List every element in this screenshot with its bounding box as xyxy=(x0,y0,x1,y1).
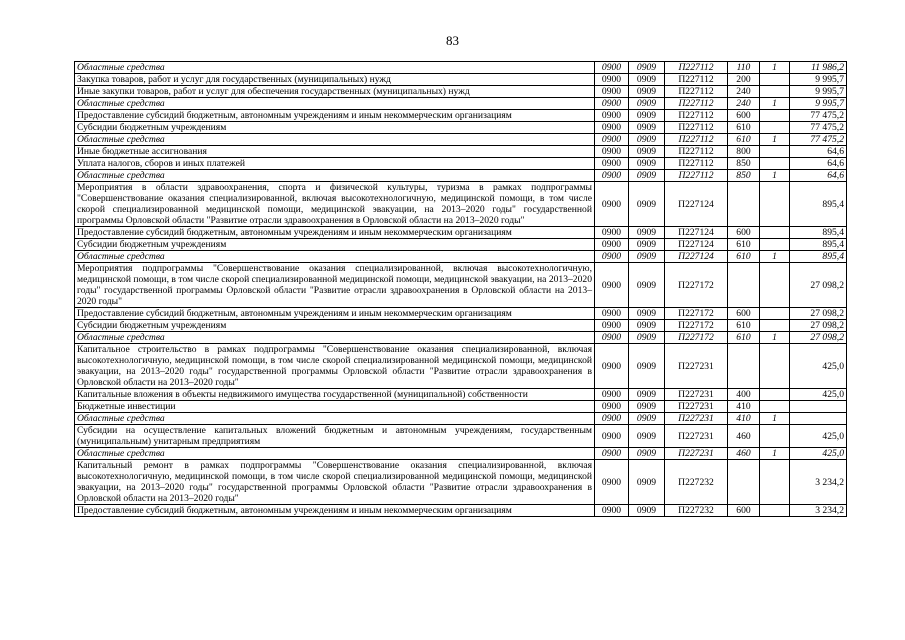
row-gr-code: 0900 xyxy=(595,263,629,308)
table-row xyxy=(75,263,847,308)
row-funding-source xyxy=(760,308,790,320)
row-gr-code: 0900 xyxy=(595,239,629,251)
table-row xyxy=(75,448,847,460)
row-expense-type: 800 xyxy=(728,146,760,158)
row-gr-code: 0900 xyxy=(595,158,629,170)
row-name: Областные средства xyxy=(75,62,595,74)
row-expense-type: 600 xyxy=(728,308,760,320)
table-row xyxy=(75,98,847,110)
row-expense-type: 850 xyxy=(728,158,760,170)
row-section-code: 0909 xyxy=(629,263,665,308)
row-funding-source: 1 xyxy=(760,413,790,425)
row-amount: 77 475,2 xyxy=(790,110,847,122)
row-amount: 27 098,2 xyxy=(790,263,847,308)
row-section-code: 0909 xyxy=(629,158,665,170)
row-funding-source xyxy=(760,344,790,389)
table-row xyxy=(75,389,847,401)
row-gr-code: 0900 xyxy=(595,86,629,98)
row-expense-type: 600 xyxy=(728,227,760,239)
table-row xyxy=(75,62,847,74)
row-amount: 9 995,7 xyxy=(790,86,847,98)
table-row xyxy=(75,413,847,425)
table-row xyxy=(75,146,847,158)
row-name: Иные закупки товаров, работ и услуг для обеспечения государственных (муниципальных) нужд xyxy=(75,86,595,98)
budget-table xyxy=(74,61,847,517)
row-target-article: П227124 xyxy=(665,239,728,251)
table-row xyxy=(75,134,847,146)
row-name: Бюджетные инвестиции xyxy=(75,401,595,413)
row-funding-source xyxy=(760,505,790,517)
row-funding-source xyxy=(760,401,790,413)
table-row xyxy=(75,158,847,170)
row-amount: 3 234,2 xyxy=(790,505,847,517)
row-gr-code: 0900 xyxy=(595,98,629,110)
table-row xyxy=(75,74,847,86)
row-amount xyxy=(790,401,847,413)
row-target-article: П227112 xyxy=(665,134,728,146)
row-section-code: 0909 xyxy=(629,460,665,505)
row-expense-type: 610 xyxy=(728,320,760,332)
row-target-article: П227112 xyxy=(665,158,728,170)
row-amount: 77 475,2 xyxy=(790,122,847,134)
row-section-code: 0909 xyxy=(629,98,665,110)
row-expense-type xyxy=(728,263,760,308)
table-row xyxy=(75,460,847,505)
row-gr-code: 0900 xyxy=(595,401,629,413)
row-target-article: П227112 xyxy=(665,98,728,110)
table-row xyxy=(75,170,847,182)
row-funding-source xyxy=(760,182,790,227)
row-name: Областные средства xyxy=(75,134,595,146)
row-section-code: 0909 xyxy=(629,110,665,122)
row-target-article: П227112 xyxy=(665,86,728,98)
row-expense-type xyxy=(728,460,760,505)
row-funding-source: 1 xyxy=(760,134,790,146)
row-target-article: П227172 xyxy=(665,263,728,308)
row-amount: 77 475,2 xyxy=(790,134,847,146)
row-expense-type: 610 xyxy=(728,134,760,146)
row-name: Предоставление субсидий бюджетным, автономным учреждениям и иным некоммерческим организациям xyxy=(75,308,595,320)
row-gr-code: 0900 xyxy=(595,134,629,146)
row-amount: 425,0 xyxy=(790,344,847,389)
row-funding-source xyxy=(760,263,790,308)
row-name: Областные средства xyxy=(75,98,595,110)
row-amount xyxy=(790,413,847,425)
row-gr-code: 0900 xyxy=(595,122,629,134)
row-target-article: П227112 xyxy=(665,74,728,86)
row-target-article: П227112 xyxy=(665,62,728,74)
row-name: Субсидии бюджетным учреждениям xyxy=(75,239,595,251)
row-amount: 27 098,2 xyxy=(790,320,847,332)
row-section-code: 0909 xyxy=(629,122,665,134)
row-section-code: 0909 xyxy=(629,86,665,98)
row-name: Капитальные вложения в объекты недвижимого имущества государственной (муниципальной) собственности xyxy=(75,389,595,401)
row-funding-source xyxy=(760,227,790,239)
page-number: 83 xyxy=(446,33,459,48)
row-name: Предоставление субсидий бюджетным, автономным учреждениям и иным некоммерческим организациям xyxy=(75,227,595,239)
row-gr-code: 0900 xyxy=(595,505,629,517)
row-target-article: П227232 xyxy=(665,460,728,505)
row-section-code: 0909 xyxy=(629,401,665,413)
row-name: Мероприятия подпрограммы "Совершенствование оказания специализированной, включая высокотехнологичную, медицинской помощи, в том числе скорой специализированной медицинской помощи, медицинской эвакуации, на 2013–2020 годы" государственной программы Орловской области "Развитие отрасли здравоохранения в Орловской области на 2013–2020 годы" xyxy=(75,263,595,308)
row-amount: 11 986,2 xyxy=(790,62,847,74)
row-expense-type: 400 xyxy=(728,389,760,401)
table-row xyxy=(75,505,847,517)
row-funding-source: 1 xyxy=(760,62,790,74)
row-expense-type: 200 xyxy=(728,74,760,86)
table-row xyxy=(75,227,847,239)
row-funding-source xyxy=(760,460,790,505)
row-section-code: 0909 xyxy=(629,308,665,320)
row-funding-source: 1 xyxy=(760,98,790,110)
row-gr-code: 0900 xyxy=(595,227,629,239)
row-target-article: П227112 xyxy=(665,110,728,122)
row-amount: 64,6 xyxy=(790,170,847,182)
row-gr-code: 0900 xyxy=(595,62,629,74)
row-section-code: 0909 xyxy=(629,134,665,146)
row-section-code: 0909 xyxy=(629,74,665,86)
row-section-code: 0909 xyxy=(629,332,665,344)
table-row xyxy=(75,251,847,263)
row-amount: 895,4 xyxy=(790,227,847,239)
row-name: Закупка товаров, работ и услуг для государственных (муниципальных) нужд xyxy=(75,74,595,86)
row-name: Субсидии бюджетным учреждениям xyxy=(75,122,595,134)
budget-table-body xyxy=(75,62,847,517)
row-amount: 895,4 xyxy=(790,182,847,227)
row-gr-code: 0900 xyxy=(595,308,629,320)
row-section-code: 0909 xyxy=(629,146,665,158)
row-name: Субсидии на осуществление капитальных вложений бюджетным и автономным учреждениям, государственным (муниципальным) унитарным предприятиям xyxy=(75,425,595,448)
row-expense-type: 610 xyxy=(728,251,760,263)
row-target-article: П227232 xyxy=(665,505,728,517)
row-funding-source xyxy=(760,320,790,332)
row-target-article: П227231 xyxy=(665,344,728,389)
table-row xyxy=(75,122,847,134)
row-expense-type: 410 xyxy=(728,413,760,425)
row-target-article: П227172 xyxy=(665,332,728,344)
row-name: Капитальный ремонт в рамках подпрограммы "Совершенствование оказания специализированной, включая высокотехнологичную, медицинской помощи, в том числе скорой специализированной медицинской помощи, медицинской эвакуации, на 2013–2020 годы" государственной программы Орловской области "Развитие отрасли здравоохранения в Орловской области на 2013–2020 годы" xyxy=(75,460,595,505)
row-amount: 895,4 xyxy=(790,239,847,251)
row-expense-type: 600 xyxy=(728,110,760,122)
row-target-article: П227172 xyxy=(665,308,728,320)
row-funding-source xyxy=(760,110,790,122)
row-gr-code: 0900 xyxy=(595,425,629,448)
row-gr-code: 0900 xyxy=(595,182,629,227)
row-expense-type: 850 xyxy=(728,170,760,182)
table-row xyxy=(75,86,847,98)
row-expense-type: 610 xyxy=(728,332,760,344)
row-target-article: П227124 xyxy=(665,182,728,227)
row-name: Предоставление субсидий бюджетным, автономным учреждениям и иным некоммерческим организациям xyxy=(75,110,595,122)
row-name: Областные средства xyxy=(75,170,595,182)
row-gr-code: 0900 xyxy=(595,74,629,86)
table-row xyxy=(75,320,847,332)
row-expense-type: 610 xyxy=(728,122,760,134)
row-expense-type: 110 xyxy=(728,62,760,74)
row-expense-type: 460 xyxy=(728,448,760,460)
row-expense-type: 610 xyxy=(728,239,760,251)
row-gr-code: 0900 xyxy=(595,320,629,332)
row-section-code: 0909 xyxy=(629,320,665,332)
row-funding-source xyxy=(760,122,790,134)
row-section-code: 0909 xyxy=(629,505,665,517)
row-expense-type: 600 xyxy=(728,505,760,517)
row-gr-code: 0900 xyxy=(595,413,629,425)
row-funding-source xyxy=(760,425,790,448)
row-amount: 64,6 xyxy=(790,146,847,158)
row-expense-type: 410 xyxy=(728,401,760,413)
row-amount: 425,0 xyxy=(790,425,847,448)
row-name: Областные средства xyxy=(75,332,595,344)
row-expense-type xyxy=(728,182,760,227)
row-section-code: 0909 xyxy=(629,170,665,182)
row-amount: 895,4 xyxy=(790,251,847,263)
row-target-article: П227112 xyxy=(665,122,728,134)
row-gr-code: 0900 xyxy=(595,460,629,505)
row-target-article: П227231 xyxy=(665,413,728,425)
row-target-article: П227124 xyxy=(665,227,728,239)
table-row xyxy=(75,425,847,448)
row-gr-code: 0900 xyxy=(595,389,629,401)
row-section-code: 0909 xyxy=(629,448,665,460)
row-expense-type: 240 xyxy=(728,86,760,98)
row-target-article: П227124 xyxy=(665,251,728,263)
row-section-code: 0909 xyxy=(629,413,665,425)
row-section-code: 0909 xyxy=(629,182,665,227)
row-target-article: П227172 xyxy=(665,320,728,332)
row-gr-code: 0900 xyxy=(595,170,629,182)
table-row xyxy=(75,401,847,413)
table-row xyxy=(75,308,847,320)
row-name: Капитальное строительство в рамках подпрограммы "Совершенствование оказания специализированной, включая высокотехнологичную, медицинской помощи, в том числе скорой специализированной медицинской помощи, медицинской эвакуации, на 2013–2020 годы" государственной программы Орловской области "Развитие отрасли здравоохранения в Орловской области на 2013–2020 годы" xyxy=(75,344,595,389)
row-amount: 3 234,2 xyxy=(790,460,847,505)
row-section-code: 0909 xyxy=(629,239,665,251)
row-amount: 425,0 xyxy=(790,389,847,401)
row-funding-source: 1 xyxy=(760,251,790,263)
row-funding-source xyxy=(760,389,790,401)
row-name: Субсидии бюджетным учреждениям xyxy=(75,320,595,332)
row-section-code: 0909 xyxy=(629,227,665,239)
row-gr-code: 0900 xyxy=(595,146,629,158)
row-name: Иные бюджетные ассигнования xyxy=(75,146,595,158)
row-amount: 425,0 xyxy=(790,448,847,460)
row-name: Областные средства xyxy=(75,448,595,460)
row-funding-source xyxy=(760,158,790,170)
row-section-code: 0909 xyxy=(629,389,665,401)
row-amount: 64,6 xyxy=(790,158,847,170)
table-row xyxy=(75,182,847,227)
table-row xyxy=(75,239,847,251)
row-target-article: П227112 xyxy=(665,170,728,182)
row-name: Мероприятия в области здравоохранения, спорта и физической культуры, туризма в рамках подпрограммы "Совершенствование оказания специализированной, включая высокотехнологичную, медицинской помощи, в том числе скорой специализированной медицинской помощи, медицинской эвакуации, на 2013–2020 годы" государственной программы Орловской области "Развитие отрасли здравоохранения в Орловской области на 2013–2020 годы" xyxy=(75,182,595,227)
row-target-article: П227231 xyxy=(665,401,728,413)
row-target-article: П227231 xyxy=(665,389,728,401)
row-funding-source: 1 xyxy=(760,332,790,344)
row-gr-code: 0900 xyxy=(595,110,629,122)
row-expense-type: 240 xyxy=(728,98,760,110)
row-name: Областные средства xyxy=(75,251,595,263)
row-target-article: П227231 xyxy=(665,425,728,448)
row-amount: 9 995,7 xyxy=(790,74,847,86)
row-funding-source: 1 xyxy=(760,448,790,460)
row-funding-source xyxy=(760,146,790,158)
row-expense-type xyxy=(728,344,760,389)
row-gr-code: 0900 xyxy=(595,344,629,389)
row-gr-code: 0900 xyxy=(595,251,629,263)
row-amount: 27 098,2 xyxy=(790,308,847,320)
table-row xyxy=(75,110,847,122)
row-amount: 9 995,7 xyxy=(790,98,847,110)
row-section-code: 0909 xyxy=(629,251,665,263)
row-name: Предоставление субсидий бюджетным, автономным учреждениям и иным некоммерческим организациям xyxy=(75,505,595,517)
table-row xyxy=(75,332,847,344)
row-funding-source: 1 xyxy=(760,170,790,182)
row-target-article: П227112 xyxy=(665,146,728,158)
table-row xyxy=(75,344,847,389)
row-section-code: 0909 xyxy=(629,425,665,448)
row-gr-code: 0900 xyxy=(595,448,629,460)
row-expense-type: 460 xyxy=(728,425,760,448)
row-name: Уплата налогов, сборов и иных платежей xyxy=(75,158,595,170)
row-funding-source xyxy=(760,74,790,86)
row-funding-source xyxy=(760,239,790,251)
row-section-code: 0909 xyxy=(629,62,665,74)
row-target-article: П227231 xyxy=(665,448,728,460)
row-gr-code: 0900 xyxy=(595,332,629,344)
row-funding-source xyxy=(760,86,790,98)
row-name: Областные средства xyxy=(75,413,595,425)
row-amount: 27 098,2 xyxy=(790,332,847,344)
row-section-code: 0909 xyxy=(629,344,665,389)
